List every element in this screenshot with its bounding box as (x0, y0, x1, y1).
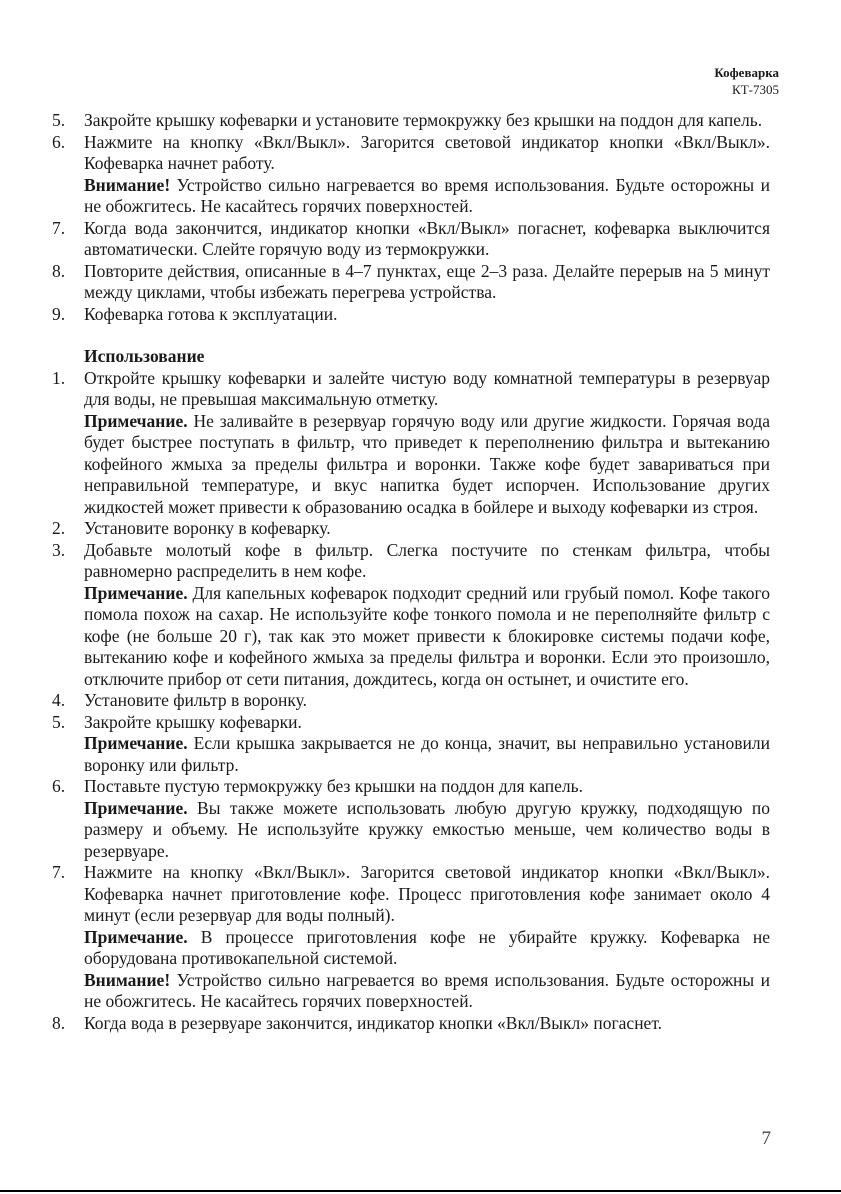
item-number: 8. (52, 1012, 66, 1033)
list-item (52, 218, 770, 261)
item-number: 8. (52, 260, 66, 281)
list-item (52, 368, 770, 519)
item-text: Когда вода закончится, индикатор кнопки «Вкл/Выкл» погаснет, кофеварка выключится автоматически. Слейте горячую воду из термокружки. (84, 217, 770, 259)
note-text: Не заливайте в резервуар горячую воду или другие жидкости. Горячая вода будет быстрее поступать в фильтр, что приведет к переполнению фильтра и вытеканию кофейного жмыха за пределы фильтра и воронки. Также кофе будет завариваться при неправильной температуре, и вкус напитка будет испорчен. Использование других жидкостей может привести к образованию осадка в бойлере и выходу кофеварки из строя. (84, 410, 770, 517)
header-title: Кофеварка (714, 65, 779, 80)
item-number: 1. (52, 367, 66, 388)
item-text: Закройте крышку кофеварки. (84, 711, 302, 732)
note-text: Для капельных кофеварок подходит средний или грубый помол. Кофе такого помола похож на сахар. Не используйте кофе тонкого помола и не переполняйте фильтр с кофе (не больше 20 г), так как это может привести к блокировке системы подачи кофе, вытеканию кофе и кофейного жмыха за пределы фильтра и воронки. Если это произошло, отключите прибор от сети питания, дождитесь, когда он остынет, и очистите его. (84, 582, 770, 689)
list-item (52, 712, 770, 777)
item-text: Поставьте пустую термокружку без крышки на поддон для капель. (84, 776, 583, 796)
item-number: 7. (52, 862, 66, 882)
note-text: В процессе приготовления кофе не убирайте кружку. Кофеварка не оборудована противокапельной системой. (84, 926, 770, 968)
list-item (52, 132, 770, 218)
item-text: Откройте крышку кофеварки и залейте чистую воду комнатной температуры в резервуар для воды, не превышая максимальную отметку. (84, 367, 770, 409)
item-number: 4. (52, 690, 66, 710)
item-text: Нажмите на кнопку «Вкл/Выкл». Загорится световой индикатор кнопки «Вкл/Выкл». Кофеварка начнет приготовление кофе. Процесс приготовления кофе занимает около 4 минут (если резервуар для воды полный). (84, 862, 770, 925)
note-label: Примечание. (84, 410, 188, 431)
note-text: Устройство сильно нагревается во время использования. Будьте осторожны и не обожгитесь. Не касайтесь горячих поверхностей. (84, 174, 770, 216)
item-number: 3. (52, 539, 66, 560)
note-label: Внимание! (84, 174, 171, 195)
item-number: 6. (52, 776, 66, 796)
item-text: Повторите действия, описанные в 4–7 пунктах, еще 2–3 раза. Делайте перерыв на 5 минут между циклами, чтобы избежать перегрева устройства. (84, 260, 770, 302)
item-note (84, 927, 770, 970)
item-text: Закройте крышку кофеварки и установите термокружку без крышки на поддон для капель. (84, 110, 763, 130)
list-item (52, 261, 770, 304)
page-header (714, 64, 779, 98)
list-item (52, 690, 770, 712)
header-model: КТ-7305 (732, 82, 779, 97)
item-text: Установите воронку в кофеварку. (84, 518, 331, 538)
item-text: Когда вода в резервуаре закончится, индикатор кнопки «Вкл/Выкл» погаснет. (84, 1012, 663, 1033)
item-text: Установите фильтр в воронку. (84, 690, 307, 710)
item-number: 9. (52, 303, 66, 324)
list-item (52, 518, 770, 540)
note-label: Примечание. (84, 582, 188, 603)
note-text: Вы также можете использовать любую другую кружку, подходящую по размеру и объему. Не используйте кружку емкостью меньше, чем количество воды в резервуаре. (84, 797, 770, 861)
list-item (52, 776, 770, 862)
item-text: Добавьте молотый кофе в фильтр. Слегка постучите по стенкам фильтра, чтобы равномерно распределить в нем кофе. (84, 539, 770, 581)
item-note (84, 798, 770, 863)
note-label: Примечание. (84, 797, 188, 818)
item-note (84, 583, 770, 691)
warning-text: Устройство сильно нагревается во время использования. Будьте осторожны и не обожгитесь. Не касайтесь горячих поверхностей. (84, 969, 770, 1011)
item-note (84, 733, 770, 776)
note-text: Если крышка закрывается не до конца, значит, вы неправильно установили воронку или фильтр. (84, 733, 770, 775)
item-note (84, 411, 770, 519)
page-number: 7 (761, 1128, 771, 1149)
list-item (52, 1013, 770, 1035)
page-content (52, 110, 770, 1034)
note-label: Примечание. (84, 926, 188, 947)
list-item (52, 110, 770, 132)
item-text: Нажмите на кнопку «Вкл/Выкл». Загорится световой индикатор кнопки «Вкл/Выкл». Кофеварка начнет работу. (84, 131, 770, 173)
bottom-divider (0, 1190, 841, 1192)
list-item (52, 862, 770, 1013)
item-note (84, 175, 770, 218)
item-number: 2. (52, 518, 66, 538)
item-number: 5. (52, 711, 66, 732)
item-text: Кофеварка готова к эксплуатации. (84, 303, 338, 324)
item-number: 6. (52, 131, 66, 152)
item-warning (84, 970, 770, 1013)
item-number: 7. (52, 217, 66, 238)
warning-label: Внимание! (84, 969, 171, 990)
list-item (52, 304, 770, 326)
item-number: 5. (52, 110, 66, 130)
note-label: Примечание. (84, 733, 188, 753)
section-title: Использование (84, 346, 205, 366)
list-item (52, 540, 770, 691)
